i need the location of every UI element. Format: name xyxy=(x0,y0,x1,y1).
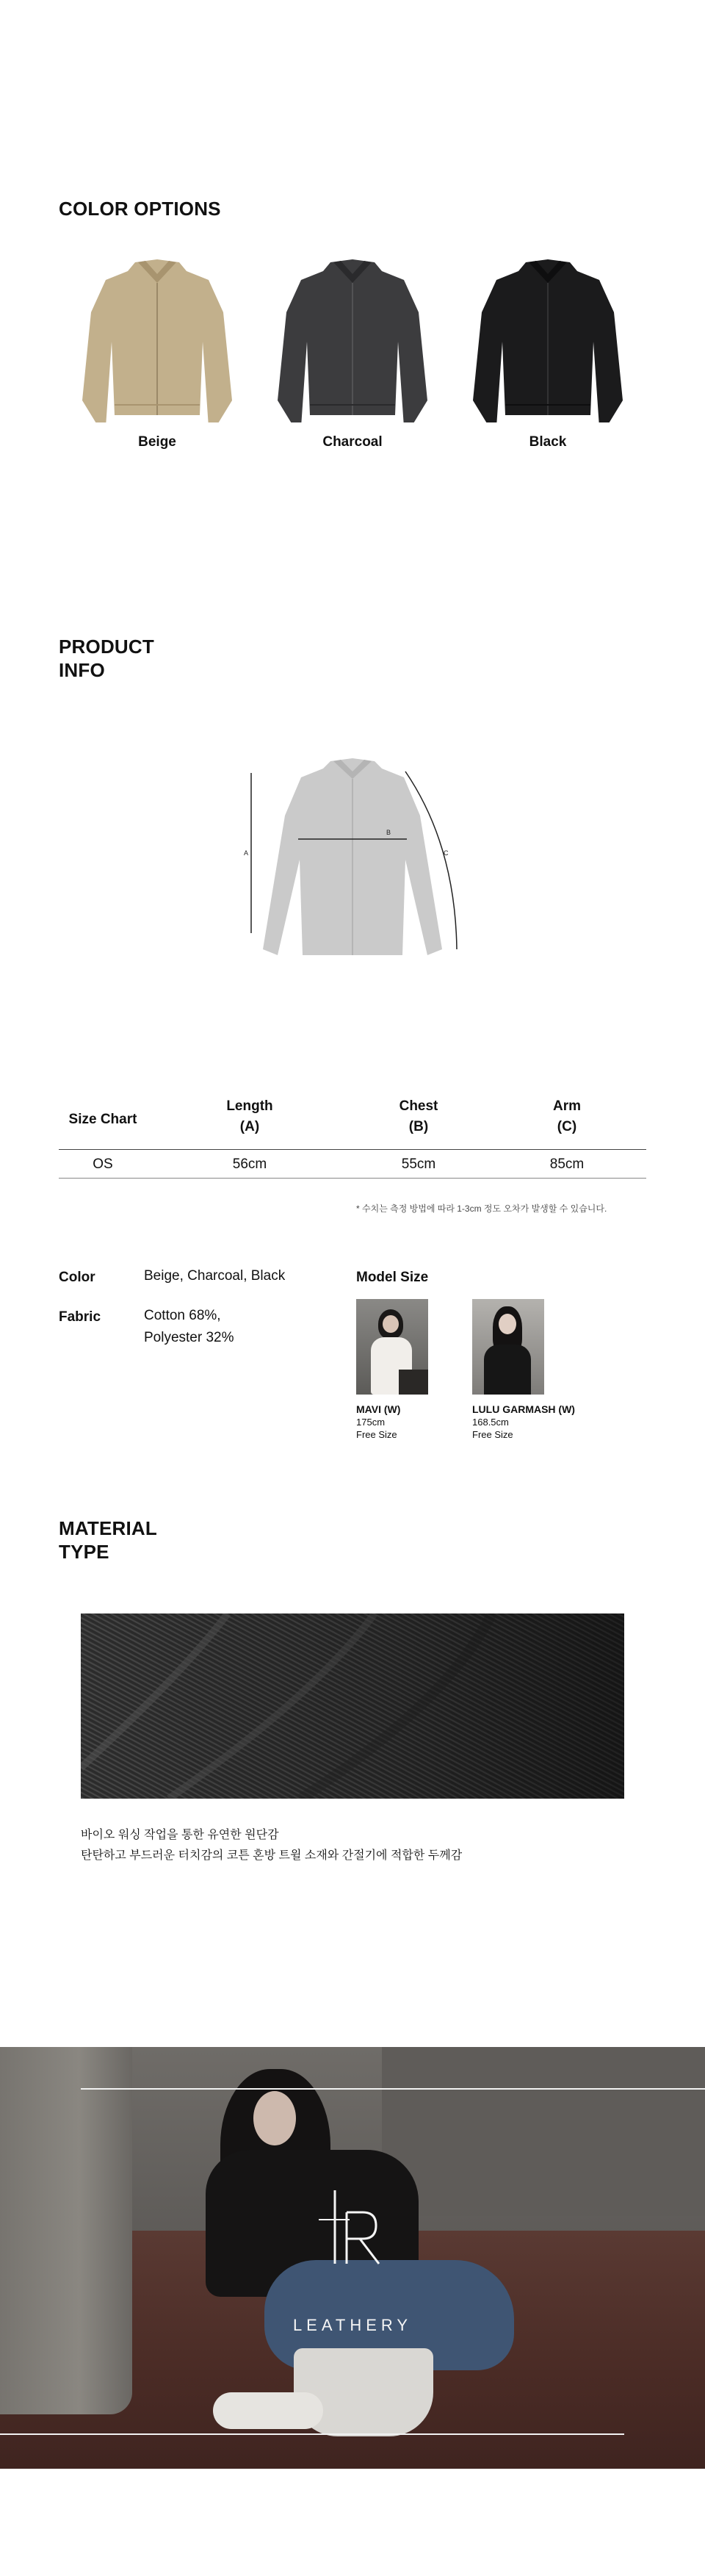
jacket-black-image xyxy=(467,253,629,422)
model-height-lulu: 168.5cm xyxy=(472,1417,509,1428)
size-chart-header-label: Size Chart xyxy=(68,1112,137,1127)
size-cell-chest: 55cm xyxy=(401,1156,436,1172)
brand-logo-text: LEATHERY xyxy=(292,2316,413,2334)
product-info-title xyxy=(59,635,154,682)
model-size-mavi: Free Size xyxy=(356,1429,397,1440)
material-description-line2: 탄탄하고 부드러운 터치감의 코튼 혼방 트윌 소재와 간절기에 적합한 두께감 xyxy=(81,1849,463,1862)
color-label: Color xyxy=(59,1270,95,1285)
fabric-value-line1: Cotton 68%, xyxy=(144,1308,221,1323)
color-value: Beige, Charcoal, Black xyxy=(144,1268,286,1284)
jacket-beige-image xyxy=(76,253,238,422)
column-arm-name: Arm xyxy=(552,1098,581,1114)
fabric-value-line2: Polyester 32% xyxy=(144,1330,234,1345)
size-chart-header-row xyxy=(59,1096,646,1149)
model-name-lulu: LULU GARMASH (W) xyxy=(472,1403,575,1415)
diagram-label-b: B xyxy=(386,829,391,836)
model-size-lulu: Free Size xyxy=(472,1429,513,1440)
size-cell-length: 56cm xyxy=(232,1156,267,1172)
model-name-mavi: MAVI (W) xyxy=(356,1403,401,1415)
banner-bottom-line xyxy=(0,2433,624,2435)
table-row xyxy=(59,1149,646,1179)
size-cell-os: OS xyxy=(93,1156,113,1172)
size-cell-arm: 85cm xyxy=(549,1156,585,1172)
model-height-mavi: 175cm xyxy=(356,1417,386,1428)
size-chart-column-length xyxy=(191,1096,308,1137)
model-card-lulu xyxy=(472,1299,575,1441)
color-option-beige[interactable] xyxy=(76,253,238,452)
column-length-name: Length xyxy=(226,1098,273,1114)
product-info-title-line1: PRODUCT xyxy=(59,636,154,658)
banner-wall-right xyxy=(382,2047,705,2216)
column-chest-name: Chest xyxy=(399,1098,438,1114)
color-option-label-charcoal: Charcoal xyxy=(322,434,383,450)
brand-logo-icon xyxy=(308,2183,397,2271)
fabric-value xyxy=(144,1305,234,1349)
material-description-line1: 바이오 워싱 작업을 통한 유연한 원단감 xyxy=(81,1829,279,1841)
product-info-title-line2: INFO xyxy=(59,659,105,681)
material-description xyxy=(81,1825,462,1866)
diagram-label-a: A xyxy=(244,849,249,857)
model-card-mavi xyxy=(356,1299,459,1441)
banner-column xyxy=(0,2047,132,2414)
column-length-code: (A) xyxy=(239,1119,260,1134)
banner-top-line xyxy=(81,2088,705,2090)
size-chart-note: * 수치는 측정 방법에 따라 1-3cm 정도 오차가 발생할 수 있습니다. xyxy=(356,1204,607,1214)
color-option-charcoal[interactable] xyxy=(272,253,433,452)
model-photo-lulu xyxy=(472,1299,544,1395)
color-options-title: COLOR OPTIONS xyxy=(59,198,221,220)
color-option-label-beige: Beige xyxy=(138,434,176,450)
model-photo-mavi xyxy=(356,1299,428,1395)
color-option-black[interactable] xyxy=(467,253,629,452)
size-chart-table xyxy=(59,1096,646,1179)
material-title-line1: MATERIAL xyxy=(59,1517,157,1539)
measurement-diagram xyxy=(235,757,470,977)
model-size-title: Model Size xyxy=(356,1270,429,1285)
fabric-label: Fabric xyxy=(59,1309,101,1325)
column-arm-code: (C) xyxy=(557,1119,577,1134)
color-option-label-black: Black xyxy=(529,434,567,450)
diagram-label-c: C xyxy=(444,849,449,857)
column-chest-code: (B) xyxy=(408,1119,429,1134)
banner-shoe xyxy=(213,2392,323,2429)
size-chart-column-arm xyxy=(508,1096,626,1137)
material-type-title xyxy=(59,1517,157,1564)
size-chart-column-chest xyxy=(360,1096,477,1137)
banner-model-face xyxy=(253,2091,296,2145)
brand-banner xyxy=(0,2047,705,2469)
material-title-line2: TYPE xyxy=(59,1541,109,1563)
jacket-charcoal-image xyxy=(272,253,433,422)
fabric-texture-image xyxy=(81,1613,624,1799)
